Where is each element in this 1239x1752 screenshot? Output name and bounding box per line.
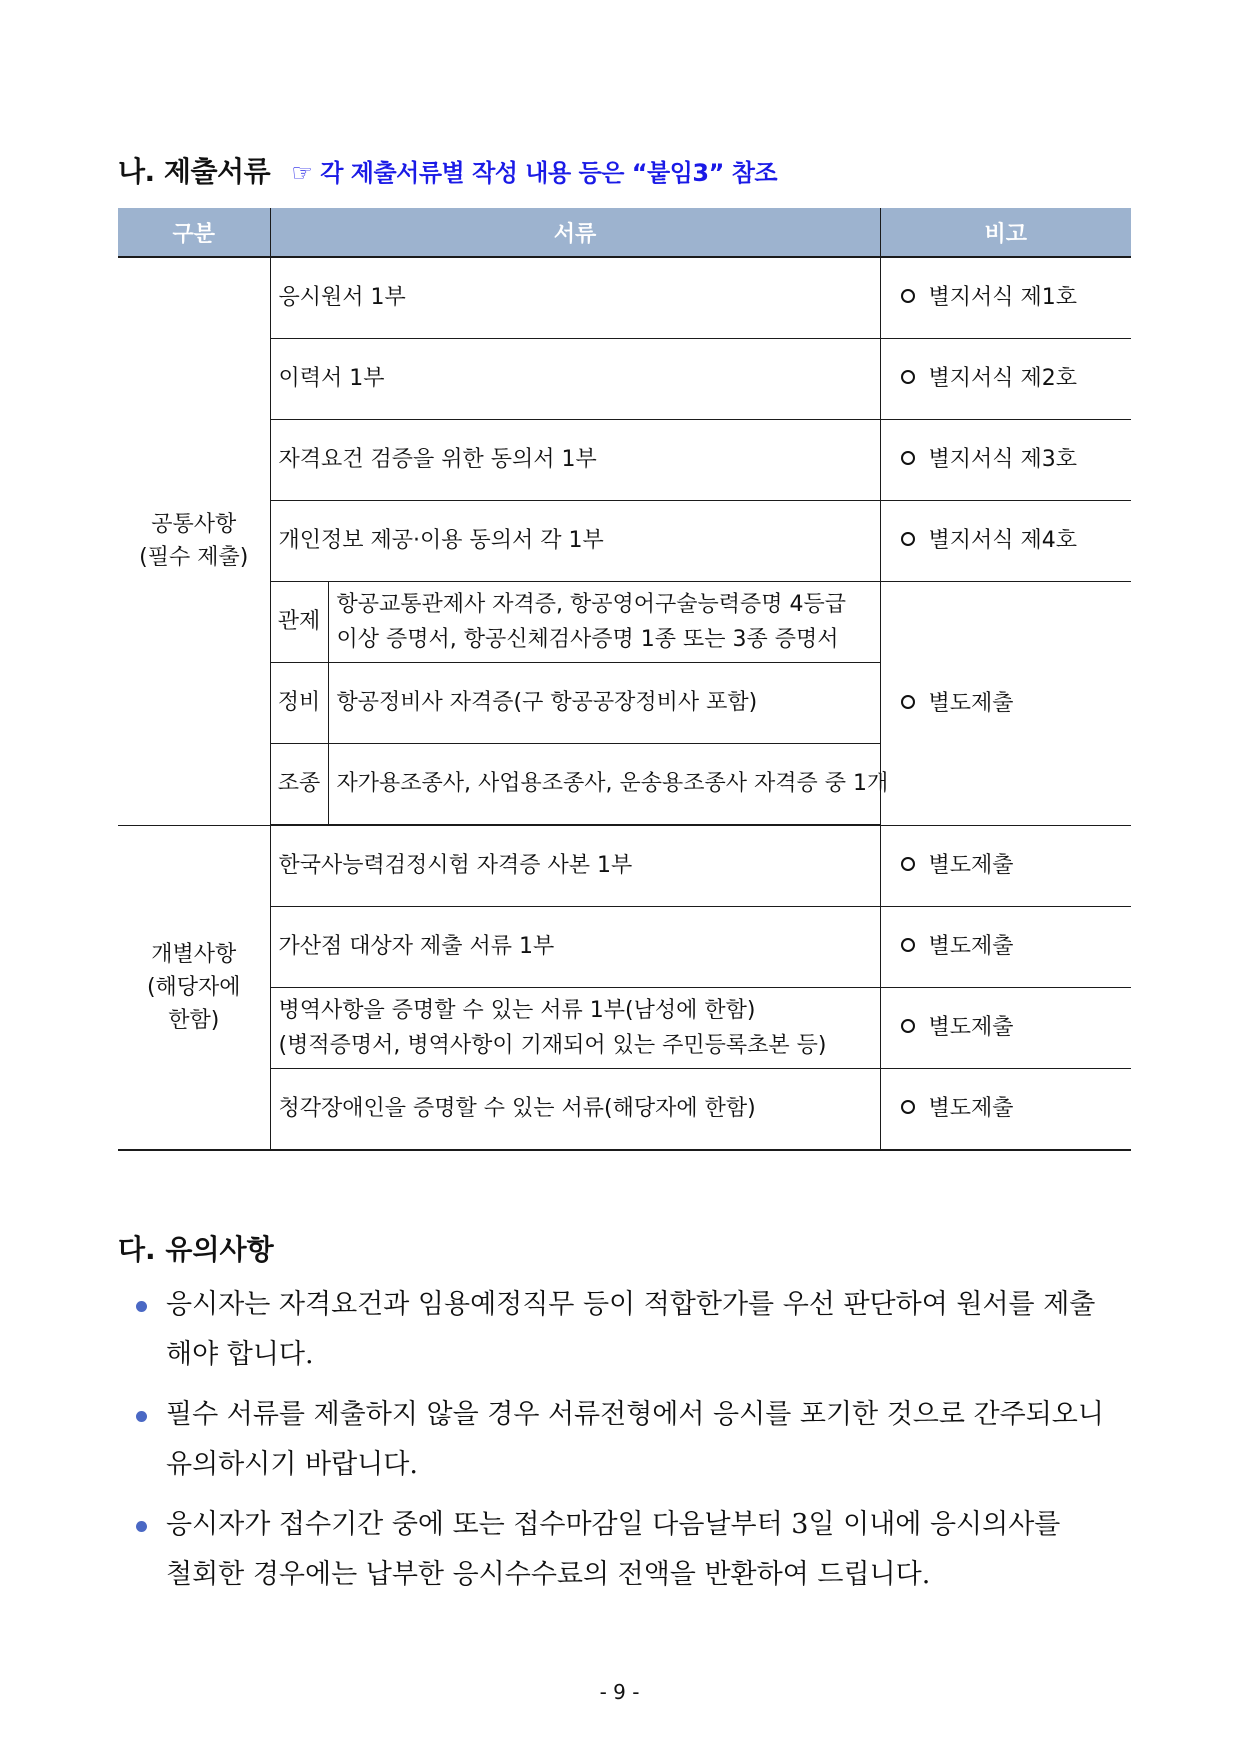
category-sublabel: (해당자에 — [146, 974, 241, 1000]
category-sublabel: 한함) — [168, 1007, 220, 1033]
table-row — [118, 988, 1131, 1069]
remark-cell — [880, 1069, 1131, 1151]
circle-bullet-icon — [901, 1019, 915, 1033]
list-item-text: 철회한 경우에는 납부한 응시수수료의 전액을 반환하여 드립니다. — [166, 1559, 931, 1590]
table-row — [118, 907, 1131, 988]
document-cell: 응시원서 1부 — [270, 257, 880, 339]
category-individual — [118, 825, 270, 1150]
list-item-text: 필수 서류를 제출하지 않을 경우 서류전형에서 응시를 포기한 것으로 간주되오니 — [166, 1399, 1104, 1430]
header-category: 구분 — [118, 208, 270, 257]
list-item — [134, 1500, 1134, 1600]
remark-cell — [880, 907, 1131, 988]
category-common — [118, 257, 270, 825]
category-label: 개별사항 — [151, 941, 237, 967]
circle-bullet-icon — [901, 451, 915, 465]
remark-text: 별지서식 제4호 — [928, 528, 1078, 554]
remark-text: 별도제출 — [928, 853, 1014, 879]
precautions-list — [134, 1280, 1134, 1610]
document-line: 병역사항을 증명할 수 있는 서류 1부(남성에 한함) — [278, 997, 756, 1023]
list-item-text: 응시자는 자격요건과 임용예정직무 등이 적합한가를 우선 판단하여 원서를 제출 — [166, 1289, 1096, 1320]
remark-cell — [880, 825, 1131, 907]
document-line: (병적증명서, 병역사항이 기재되어 있는 주민등록초본 등) — [278, 1033, 827, 1058]
remark-text: 별지서식 제2호 — [928, 366, 1078, 392]
document-line: 이상 증명서, 항공신체검사증명 1종 또는 3종 증명서 — [336, 627, 839, 652]
circle-bullet-icon — [901, 1100, 915, 1114]
table-header-row — [118, 208, 1131, 257]
circle-bullet-icon — [901, 532, 915, 546]
circle-bullet-icon — [901, 938, 915, 952]
remark-text: 별도제출 — [928, 934, 1014, 960]
remark-cell — [880, 339, 1131, 420]
document-cell: 이력서 1부 — [270, 339, 880, 420]
document-cell: 한국사능력검정시험 자격증 사본 1부 — [270, 825, 880, 907]
table-row — [118, 1069, 1131, 1151]
remark-text: 별도제출 — [928, 1015, 1014, 1041]
document-cell: 항공정비사 자격증(구 항공공장정비사 포함) — [328, 663, 880, 744]
header-documents: 서류 — [270, 208, 880, 257]
bullet-dot-icon — [136, 1521, 147, 1532]
table-row — [118, 825, 1131, 907]
circle-bullet-icon — [901, 695, 915, 709]
header-remarks: 비고 — [880, 208, 1131, 257]
documents-table — [118, 208, 1131, 1151]
pointing-hand-icon: ☞ — [291, 159, 313, 187]
list-item-text: 유의하시기 바랍니다. — [166, 1449, 418, 1480]
document-cell: 자가용조종사, 사업용조종사, 운송용조종사 자격증 중 1개 — [328, 744, 880, 826]
remark-text: 별지서식 제1호 — [928, 285, 1078, 311]
remark-text: 별지서식 제3호 — [928, 447, 1078, 473]
circle-bullet-icon — [901, 370, 915, 384]
category-label: 공통사항 — [151, 512, 237, 538]
document-line: 항공교통관제사 자격증, 항공영어구술능력증명 4등급 — [336, 591, 847, 617]
section-heading-precautions: 다. 유의사항 — [118, 1233, 274, 1266]
remark-cell — [880, 420, 1131, 501]
section-heading-documents — [118, 150, 777, 190]
reference-note — [291, 159, 777, 187]
field-cell-maintenance: 정비 — [270, 663, 328, 744]
page-number: - 9 - — [599, 1680, 640, 1704]
field-cell-pilot: 조종 — [270, 744, 328, 826]
circle-bullet-icon — [901, 289, 915, 303]
circle-bullet-icon — [901, 857, 915, 871]
remark-cell — [880, 988, 1131, 1069]
document-cell: 개인정보 제공·이용 동의서 각 1부 — [270, 501, 880, 582]
reference-note-text: 각 제출서류별 작성 내용 등은 “붙임3” 참조 — [320, 159, 778, 187]
table-row — [118, 339, 1131, 420]
list-item-text: 응시자가 접수기간 중에 또는 접수마감일 다음날부터 3일 이내에 응시의사를 — [166, 1509, 1061, 1540]
document-cell: 가산점 대상자 제출 서류 1부 — [270, 907, 880, 988]
remark-text: 별도제출 — [928, 1096, 1014, 1122]
remark-cell — [880, 501, 1131, 582]
document-cell — [270, 988, 880, 1069]
table-row — [118, 420, 1131, 501]
remark-cell — [880, 582, 1131, 826]
list-item — [134, 1280, 1134, 1380]
list-item — [134, 1390, 1134, 1490]
field-cell-atc: 관제 — [270, 582, 328, 663]
bullet-dot-icon — [136, 1301, 147, 1312]
list-item-text: 해야 합니다. — [166, 1339, 314, 1370]
table-row — [118, 257, 1131, 339]
bullet-dot-icon — [136, 1411, 147, 1422]
category-sublabel: (필수 제출) — [139, 545, 249, 571]
table-row — [118, 501, 1131, 582]
table-row — [118, 582, 1131, 663]
document-cell — [328, 582, 880, 663]
document-cell: 청각장애인을 증명할 수 있는 서류(해당자에 한함) — [270, 1069, 880, 1151]
document-cell: 자격요건 검증을 위한 동의서 1부 — [270, 420, 880, 501]
remark-cell — [880, 257, 1131, 339]
remark-text: 별도제출 — [928, 690, 1014, 716]
section-title: 나. 제출서류 — [118, 155, 271, 188]
